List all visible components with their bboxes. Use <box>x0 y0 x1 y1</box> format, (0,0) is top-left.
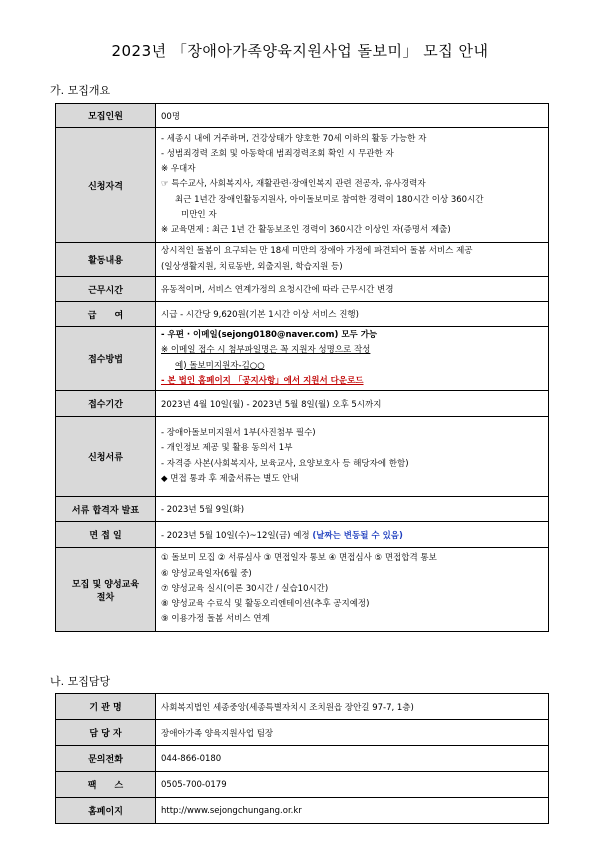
procedure-line: ⑧ 양성교육 수료식 및 활동오리엔테이션(추후 공지예정) <box>161 599 370 610</box>
row-value-procedure <box>156 548 549 632</box>
method-line: 예) 돌보미지원자-김○○ <box>175 360 265 371</box>
documents-line: ◆ 면접 통과 후 제출서류는 별도 안내 <box>161 473 299 484</box>
row-value-recruit-num: 00명 <box>156 104 549 128</box>
row-label-manager: 담 당 자 <box>56 720 156 746</box>
table-row <box>56 694 549 720</box>
table-row <box>56 391 549 417</box>
table-row <box>56 746 549 772</box>
interview-date: - 2023년 5월 10일(수)~12일(금) 예정 <box>161 530 310 541</box>
row-value-qualification <box>156 128 549 243</box>
documents-line: - 자격증 사본(사회복지사, 보육교사, 요양보호사 등 해당자에 한함) <box>161 458 409 469</box>
row-value-interview <box>156 522 549 548</box>
table-row <box>56 243 549 277</box>
table-row <box>56 128 549 243</box>
qualification-line: 최근 1년간 장애인활동지원사, 아이돌보미로 참여한 경력이 180시간 이상 360시간 <box>175 194 484 205</box>
procedure-line: ① 돌보미 모집 ② 서류심사 ③ 면접일자 통보 ④ 면접심사 ⑤ 면접합격 통보 <box>161 553 437 564</box>
qualification-line: - 세종시 내에 거주하며, 건강상태가 양호한 70세 이하의 활동 가능한 자 <box>161 133 427 144</box>
row-label-period: 접수기간 <box>56 391 156 417</box>
row-value-activity <box>156 243 549 277</box>
row-label-fax: 팩 스 <box>56 772 156 798</box>
table-row <box>56 104 549 128</box>
row-value-hours: 유동적이며, 서비스 연계가정의 요청시간에 따라 근무시간 변경 <box>156 277 549 302</box>
row-value-phone: 044-866-0180 <box>156 746 549 772</box>
procedure-line: ⑨ 이용가정 돌봄 서비스 연계 <box>161 614 270 625</box>
table-row <box>56 497 549 522</box>
method-line: - 본 법인 홈페이지 「공지사항」에서 지원서 다운로드 <box>161 375 364 386</box>
row-label-procedure <box>56 548 156 632</box>
row-label-documents: 신청서류 <box>56 417 156 497</box>
row-label-announce: 서류 합격자 발표 <box>56 497 156 522</box>
table-row <box>56 798 549 824</box>
qualification-line: ※ 우대자 <box>161 164 196 175</box>
table-row <box>56 417 549 497</box>
row-value-documents <box>156 417 549 497</box>
table-row <box>56 772 549 798</box>
table-row <box>56 302 549 327</box>
row-label-org: 기 관 명 <box>56 694 156 720</box>
contact-table <box>55 693 549 824</box>
document-title: 2023년 「장애아가족양육지원사업 돌보미」 모집 안내 <box>111 42 489 60</box>
row-label-hours: 근무시간 <box>56 277 156 302</box>
procedure-label-line: 절차 <box>96 592 115 603</box>
row-value-method <box>156 327 549 391</box>
row-value-wage: 시급 - 시간당 9,620원(기본 1시간 이상 서비스 진행) <box>156 302 549 327</box>
interview-note: (날짜는 변동될 수 있음) <box>312 530 403 541</box>
method-line: - 우편 · 이메일(sejong0180@naver.com) 모두 가능 <box>161 330 378 341</box>
activity-line: (일상생활지원, 치료동반, 외출지원, 학습지원 등) <box>161 261 343 272</box>
row-value-org: 사회복지법인 세종중앙(세종특별자치시 조치원읍 장안길 97-7, 1층) <box>156 694 549 720</box>
row-label-recruit-num: 모집인원 <box>56 104 156 128</box>
row-label-qualification: 신청자격 <box>56 128 156 243</box>
row-value-fax: 0505-700-0179 <box>156 772 549 798</box>
documents-line: - 개인정보 제공 및 활용 동의서 1부 <box>161 443 293 454</box>
procedure-line: ⑥ 양성교육일자(6월 중) <box>161 568 252 579</box>
procedure-label-line: 모집 및 양성교육 <box>71 579 140 590</box>
row-label-method: 접수방법 <box>56 327 156 391</box>
row-value-announce: - 2023년 5월 9일(화) <box>156 497 549 522</box>
qualification-line: - 성범죄경력 조회 및 아동학대 범죄경력조회 확인 시 무관한 자 <box>161 148 394 159</box>
table-row <box>56 327 549 391</box>
qualification-line: ☞ 특수교사, 사회복지사, 재활관련·장애인복지 관련 전공자, 유사경력자 <box>161 179 426 190</box>
section-title-contact: 나. 모집담당 <box>50 675 111 688</box>
row-value-manager: 장애아가족 양육지원사업 팀장 <box>156 720 549 746</box>
procedure-line: ⑦ 양성교육 실시(이론 30시간 / 실습10시간) <box>161 583 329 594</box>
table-row <box>56 548 549 632</box>
table-row <box>56 277 549 302</box>
row-label-wage: 급 여 <box>56 302 156 327</box>
activity-line: 상시적인 돌봄이 요구되는 만 18세 미만의 장애아 가정에 파견되어 돌봄 서비스 제공 <box>161 246 473 257</box>
overview-table <box>55 103 549 632</box>
row-value-period: 2023년 4월 10일(월) - 2023년 5월 8일(월) 오후 5시까지 <box>156 391 549 417</box>
section-title-overview: 가. 모집개요 <box>50 84 111 97</box>
qualification-line: 미만인 자 <box>181 209 217 220</box>
table-row <box>56 720 549 746</box>
row-label-interview: 면 접 일 <box>56 522 156 548</box>
documents-line: - 장애아돌보미지원서 1부(사진첨부 필수) <box>161 428 316 439</box>
row-label-phone: 문의전화 <box>56 746 156 772</box>
method-line: ※ 이메일 접수 시 첨부파일명은 꼭 지원자 성명으로 작성 <box>161 345 371 356</box>
row-value-homepage[interactable]: http://www.sejongchungang.or.kr <box>156 798 549 824</box>
table-row <box>56 522 549 548</box>
row-label-homepage: 홈페이지 <box>56 798 156 824</box>
row-label-activity: 활동내용 <box>56 243 156 277</box>
qualification-line: ※ 교육면제 : 최근 1년 간 활동보조인 경력이 360시간 이상인 자(증명서 제출) <box>161 225 451 235</box>
